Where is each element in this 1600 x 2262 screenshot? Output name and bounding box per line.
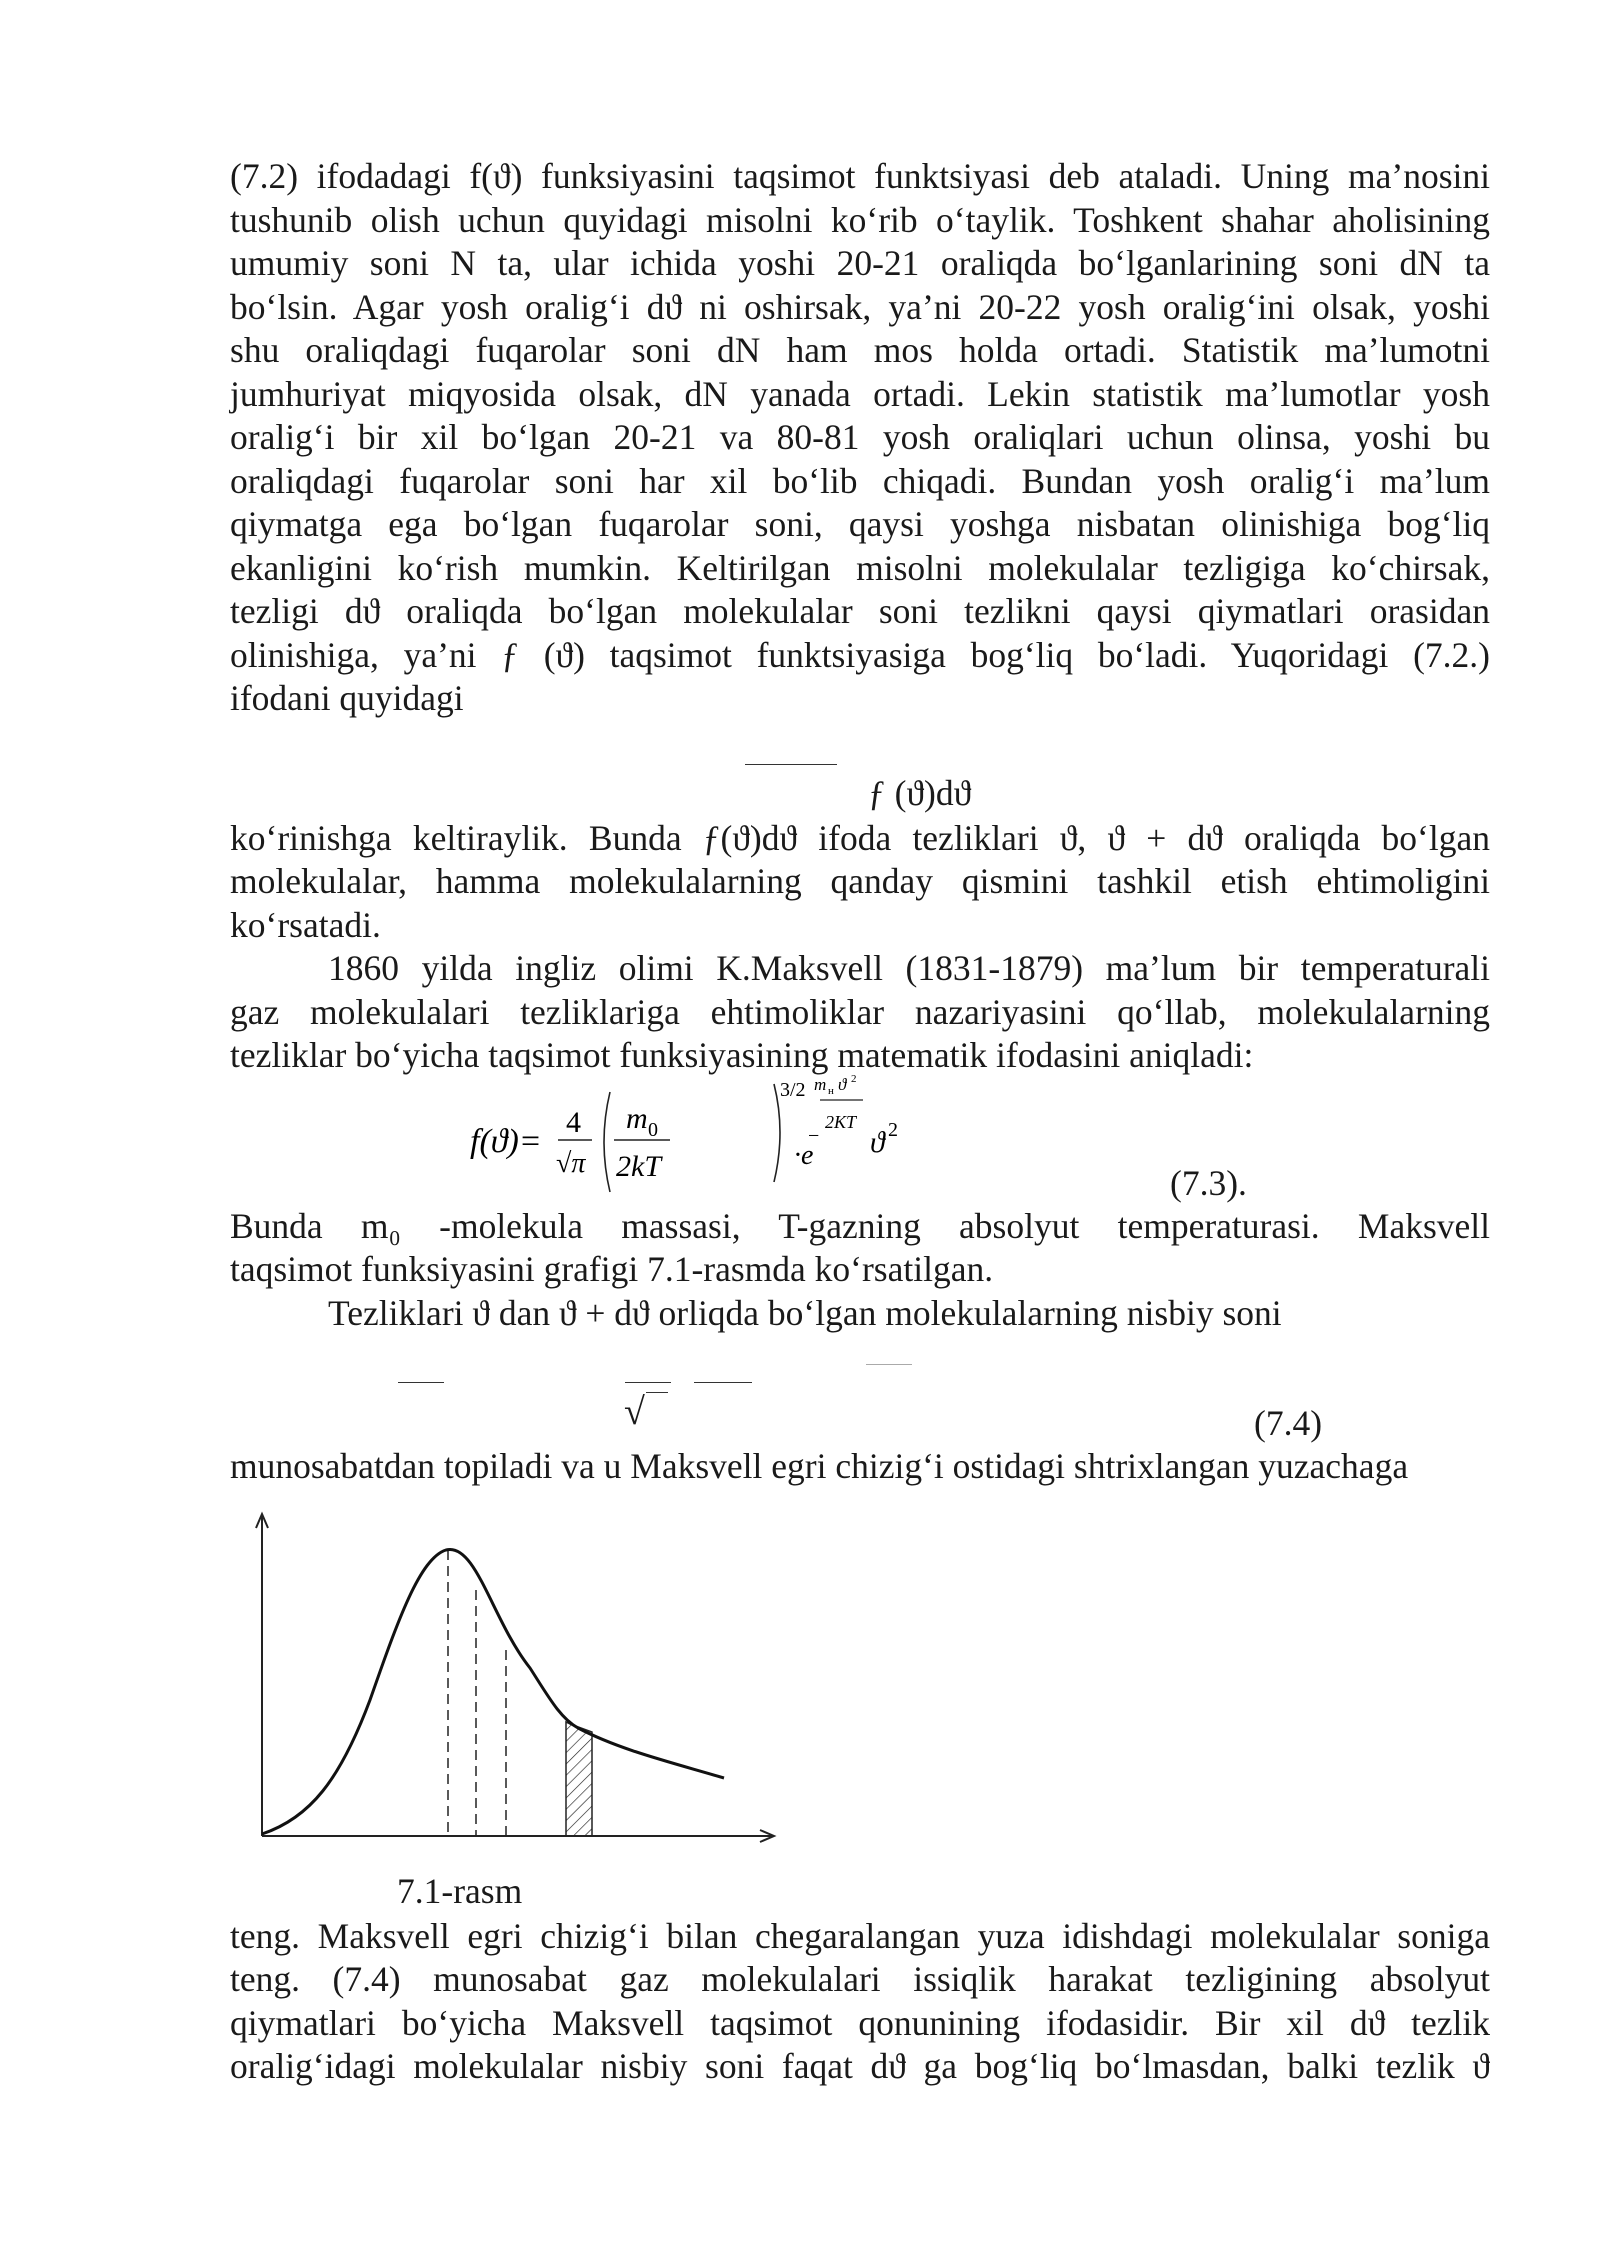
- formula-exp-v: ϑ: [838, 1075, 847, 1094]
- formula-number: (7.4): [1254, 1403, 1323, 1443]
- formula-m: m: [626, 1102, 648, 1135]
- text-line: oraliqdagi fuqarolar soni har xil bo‘lib chiqadi. Bundan yosh oralig‘i ma’lum: [230, 461, 1490, 501]
- formula-four: 4: [566, 1106, 581, 1139]
- text-line: ifodani quyidagi: [230, 678, 464, 718]
- text-line: (7.2) ifodadagi f(ϑ) funksiyasini taqsimot funktsiyasi deb ataladi. Uning ma’nosini: [230, 156, 1490, 196]
- sqrt-bar: [646, 1392, 668, 1393]
- maxwell-distribution-formula: [460, 1070, 980, 1200]
- text-line: Tezliklari ϑ dan ϑ + dϑ orliqda bo‘lgan molekulalarning nisbiy soni: [328, 1293, 1282, 1333]
- formula-dot-e: ·e: [794, 1140, 814, 1171]
- fraction-rule: [694, 1382, 752, 1383]
- formula-tail-v: ϑ: [870, 1126, 885, 1159]
- text-line: bo‘lsin. Agar yosh oralig‘i dϑ ni oshirsak, ya’ni 20-22 yosh oralig‘ini olsak, yoshi: [230, 287, 1490, 327]
- formula-exp-m-sub: н: [828, 1085, 834, 1097]
- formula-lhs: f(ϑ)=: [470, 1123, 542, 1160]
- text-line: oralig‘idagi molekulalar nisbiy soni faqat dϑ ga bog‘liq bo‘lmasdan, balki tezlik ϑ: [230, 2046, 1490, 2086]
- formula-number: (7.3).: [1170, 1163, 1247, 1203]
- formula-exp-2kt: 2KT: [825, 1112, 857, 1132]
- text-line: molekulalar, hamma molekulalarning qanday qismini tashkil etish ehtimoligini: [230, 861, 1490, 901]
- text-line: jumhuriyat miqyosida olsak, dN yanada ortadi. Lekin statistik ma’lumotlar yosh: [230, 374, 1490, 414]
- hatched-area: [566, 1722, 592, 1836]
- maxwell-curve: [262, 1549, 724, 1834]
- text-line: gaz molekulalari tezliklariga ehtimoliklar nazariyasini qo‘llab, molekulalarning: [230, 992, 1490, 1032]
- text-line: qiymatlari bo‘yicha Maksvell taqsimot qonunining ifodasidir. Bir xil dϑ tezlik: [230, 2003, 1490, 2043]
- text-line: tezliklar bo‘yicha taqsimot funksiyasining matematik ifodasini aniqladi:: [230, 1035, 1254, 1075]
- formula-sqrt-pi: √π: [556, 1148, 586, 1179]
- text-line: ko‘rsatadi.: [230, 905, 381, 945]
- figure-caption: 7.1-rasm: [397, 1871, 523, 1911]
- formula-m-sub: 0: [648, 1119, 658, 1141]
- fraction-rule: [866, 1364, 912, 1365]
- text-line: olinishiga, ya’ni ƒ (ϑ) taqsimot funktsiyasiga bog‘liq bo‘ladi. Yuqoridagi (7.2.): [230, 635, 1490, 675]
- text-line: umumiy soni N ta, ular ichida yoshi 20-21 oraliqda bo‘lganlarining soni dN ta: [230, 243, 1490, 283]
- text-line: teng. (7.4) munosabat gaz molekulalari issiqlik harakat tezligining absolyut: [230, 1959, 1490, 1999]
- text-line: tushunib olish uchun quyidagi misolni ko‘rib o‘taylik. Toshkent shahar aholisining: [230, 200, 1490, 240]
- formula-f-dv: ƒ (ϑ)dϑ: [868, 773, 972, 813]
- text-line: munosabatdan topiladi va u Maksvell egri chizig‘i ostidagi shtrixlangan yuzachaga: [230, 1446, 1409, 1486]
- formula-exp-m: m: [814, 1075, 827, 1094]
- formula-2kt: 2kT: [616, 1150, 661, 1183]
- formula-minus: −: [808, 1125, 820, 1147]
- text-line: Bunda m₀ -molekula massasi, T-gazning absolyut temperaturasi. Maksvell: [230, 1206, 1490, 1246]
- text-line: shu oraliqdagi fuqarolar soni dN ham mos holda ortadi. Statistik ma’lumotni: [230, 330, 1490, 370]
- fraction-rule: [745, 764, 837, 765]
- maxwell-curve-figure: [230, 1500, 790, 1860]
- formula-exp-v-pow: 2: [851, 1073, 857, 1085]
- fraction-rule: [625, 1382, 671, 1383]
- text-line: taqsimot funksiyasini grafigi 7.1-rasmda ko‘rsatilgan.: [230, 1249, 994, 1289]
- formula-power: 3/2: [780, 1079, 806, 1101]
- text-line: ko‘rinishga keltiraylik. Bunda ƒ(ϑ)dϑ ifoda tezliklari ϑ, ϑ + dϑ oraliqda bo‘lgan: [230, 818, 1490, 858]
- text-line: 1860 yilda ingliz olimi K.Maksvell (1831-1879) ma’lum bir temperaturali: [328, 948, 1490, 988]
- fraction-rule: [398, 1382, 444, 1383]
- text-line: tezligi dϑ oraliqda bo‘lgan molekulalar soni tezlikni qaysi qiymatlari orasidan: [230, 591, 1490, 631]
- text-line: qiymatga ega bo‘lgan fuqarolar soni, qaysi yoshga nisbatan olinishiga bog‘liq: [230, 504, 1490, 544]
- formula-sqrt: √: [624, 1391, 645, 1433]
- text-line: teng. Maksvell egri chizig‘i bilan chegaralangan yuza idishdagi molekulalar soniga: [230, 1916, 1490, 1956]
- text-line: ekanligini ko‘rish mumkin. Keltirilgan misolni molekulalar tezligiga ko‘chirsak,: [230, 548, 1490, 588]
- formula-tail-pow: 2: [888, 1119, 898, 1141]
- text-line: oralig‘i bir xil bo‘lgan 20-21 va 80-81 yosh oraliqlari uchun olinsa, yoshi bu: [230, 417, 1490, 457]
